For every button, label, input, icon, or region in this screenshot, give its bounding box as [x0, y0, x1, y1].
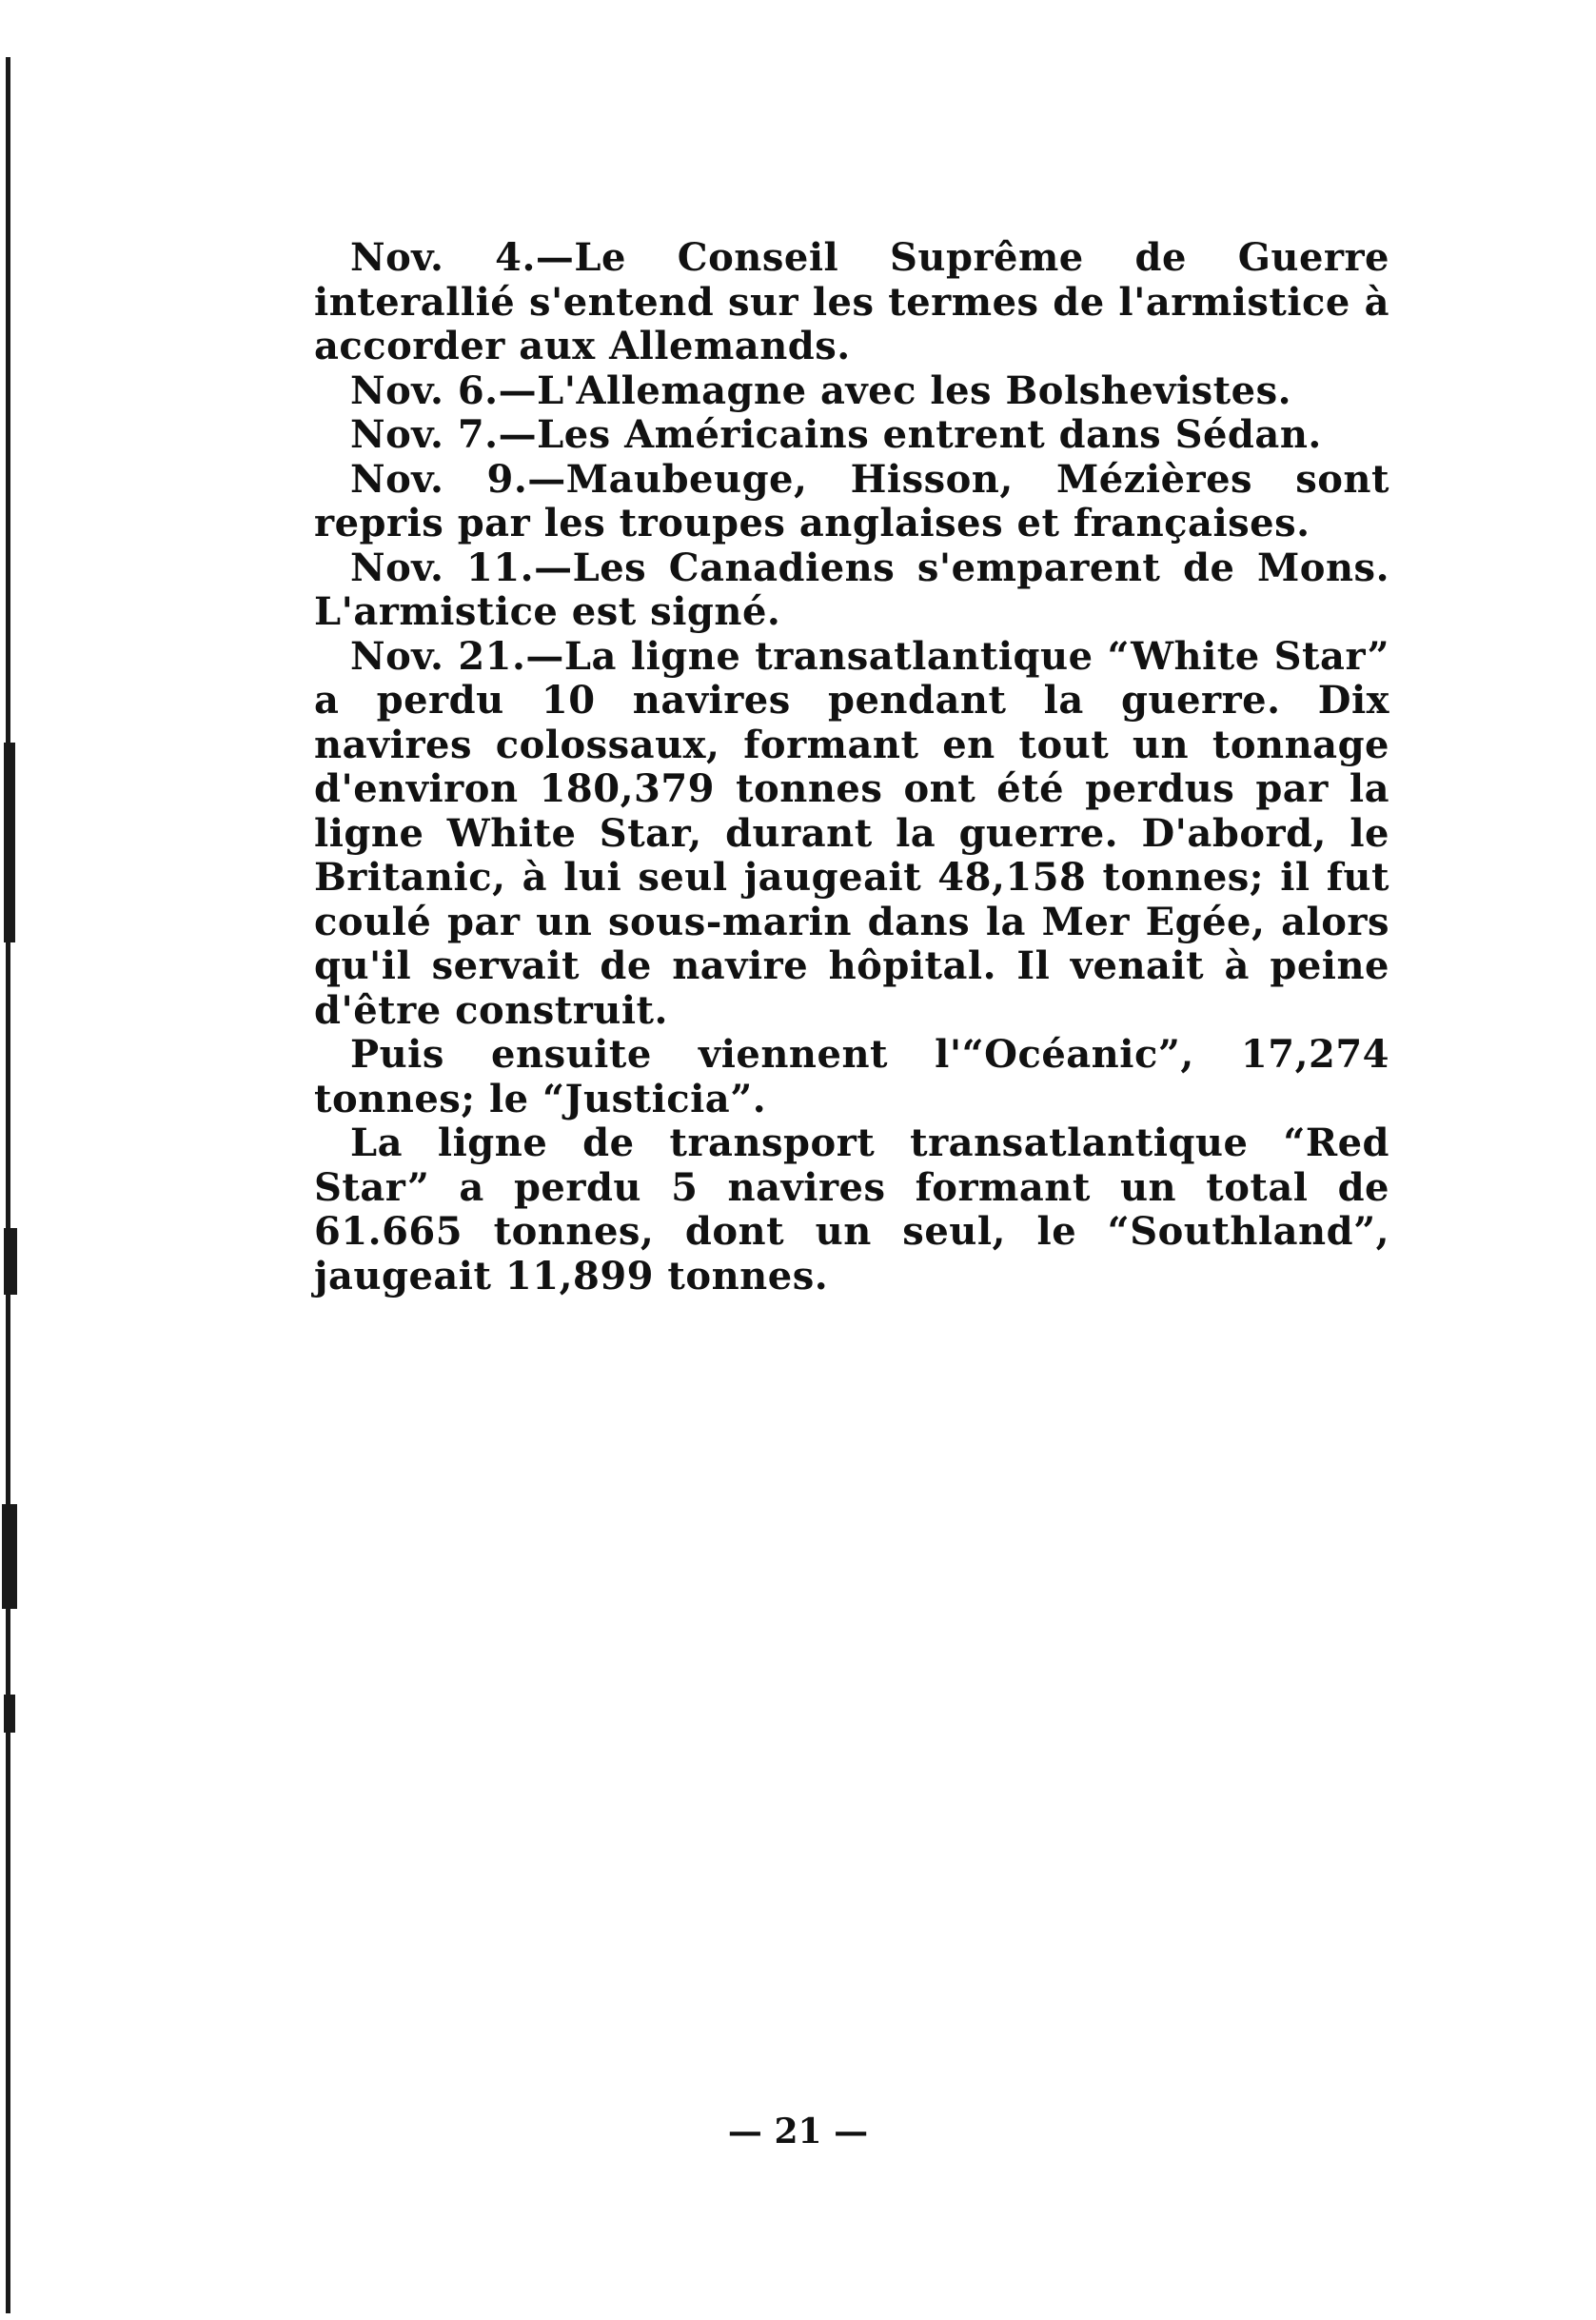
binding-edge: [6, 57, 10, 2313]
body-text: [314, 236, 1389, 1299]
entry-nov-4: Nov. 4.—Le Conseil Suprême de Guerre interallié s'entend sur les termes de l'armistice à accorder aux Allemands.: [314, 235, 1389, 368]
entry-nov-7: Nov. 7.—Les Américains entrent dans Sédan.: [350, 412, 1322, 457]
binding-edge-mark: [2, 1504, 17, 1609]
entry-nov-9: Nov. 9.—Maubeuge, Hisson, Mézières sont repris par les troupes anglaises et françaises.: [314, 456, 1389, 545]
binding-edge-mark: [4, 1228, 17, 1295]
entry-nov-11: Nov. 11.—Les Canadiens s'emparent de Mons. L'armistice est signé.: [314, 545, 1389, 634]
binding-edge-mark: [4, 1695, 15, 1733]
page-number: — 21 —: [727, 2112, 869, 2151]
entry-nov-6: Nov. 6.—L'Allemagne avec les Bolshevistes.: [350, 367, 1292, 413]
entry-oceanic: Puis ensuite viennent l'“Océanic”, 17,274 tonnes; le “Justicia”.: [314, 1032, 1389, 1121]
entry-red-star: La ligne de transport transatlantique “Red Star” a perdu 5 navires formant un total de 61.665 tonnes, dont un seul, le “Southland”, jaugeait 11,899 tonnes.: [314, 1120, 1389, 1299]
binding-edge-mark: [4, 743, 15, 942]
entry-nov-21: Nov. 21.—La ligne transatlantique “White Star” a perdu 10 navires pendant la guerre. Dix navires colossaux, formant en tout un tonnage d'environ 180,379 tonnes ont été perdus par la ligne White Star, durant la guerre. D'abord, le Britanic, à lui seul jaugeait 48,158 tonnes; il fut coulé par un sous-marin dans la Mer Egée, alors qu'il servait de navire hôpital. Il venait à peine d'être construit.: [314, 633, 1389, 1033]
